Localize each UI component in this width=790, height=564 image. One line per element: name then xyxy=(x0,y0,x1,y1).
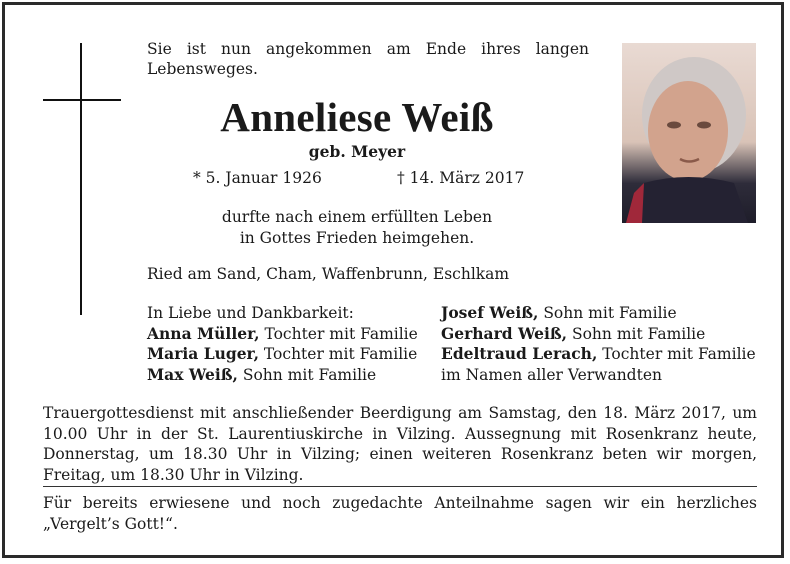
deceased-name: Anneliese Weiß xyxy=(220,94,494,140)
mourners-left-column xyxy=(147,303,418,385)
mourner-line: im Namen aller Verwandten xyxy=(441,365,662,384)
mourners-right-column xyxy=(441,303,756,385)
mourner-line: Max Weiß, Sohn mit Familie xyxy=(147,364,377,384)
mourner-line: Josef Weiß, Sohn mit Familie xyxy=(441,303,677,322)
mourner-line: Edeltraud Lerach, Tochter mit Familie xyxy=(441,344,756,363)
obituary-card xyxy=(2,2,784,558)
mourner-line: In Liebe und Dankbarkeit: xyxy=(147,304,354,322)
portrait-illustration xyxy=(622,43,756,223)
birth-date: * 5. Januar 1926 xyxy=(193,169,322,187)
mourner-line: Maria Luger, Tochter mit Familie xyxy=(147,344,418,363)
cross-icon xyxy=(80,43,82,315)
divider xyxy=(43,486,757,487)
birth-name: geb. Meyer xyxy=(308,142,406,161)
peace-line: in Gottes Frieden heimgehen. xyxy=(239,229,475,247)
mourner-line: Anna Müller, Tochter mit Familie xyxy=(147,323,418,343)
death-date: † 14. März 2017 xyxy=(397,169,525,187)
places-text: Ried am Sand, Cham, Waffenbrunn, Eschlkam xyxy=(147,265,510,283)
thanks-text: Für bereits erwiesene und noch zugedachte Anteilnahme sagen wir ein herzliches „Vergelt’s Gott!“. xyxy=(43,494,757,533)
cross-icon-bar xyxy=(43,99,121,101)
peace-text xyxy=(147,207,567,249)
service-text: Trauergottesdienst mit anschließender Beerdigung am Samstag, den 18. März 2017, um 10.00 Uhr in der St. Laurentiuskirche in Vilzing. Aussegnung mit Rosenkranz heute, Donnerstag, um 18.30 Uhr in Vilzing; einen weiteren Rosenkranz beten wir morgen, Freitag, um 18.30 Uhr in Vilzing. xyxy=(43,404,757,484)
intro-text: Sie ist nun angekommen am Ende ihres langen Lebensweges. xyxy=(147,40,589,78)
portrait-photo xyxy=(622,43,756,223)
mourner-line: Gerhard Weiß, Sohn mit Familie xyxy=(441,323,706,343)
peace-line: durfte nach einem erfüllten Leben xyxy=(221,208,493,226)
